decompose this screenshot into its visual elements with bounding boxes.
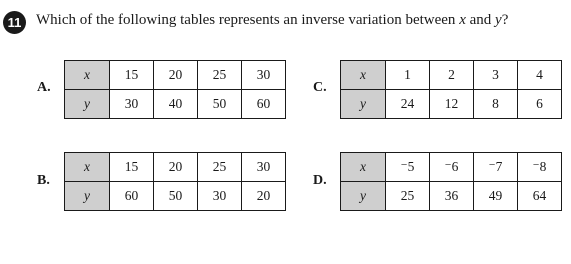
table-cell: 40 [154,90,198,119]
table-cell: 15 [110,61,154,90]
table-cell: 60 [242,90,286,119]
table-cell: 64 [518,182,562,211]
table-cell: 25 [386,182,430,211]
table-cell: 8 [474,90,518,119]
table-cell: 36 [430,182,474,211]
table-cell: 50 [198,90,242,119]
row-label-y: y [65,182,110,211]
option-a-table [64,60,286,119]
table-cell: 20 [154,61,198,90]
question-text-start: Which of the following tables represents an inverse variation between [36,12,460,28]
table-cell: 2 [430,61,474,90]
option-d-label[interactable]: D. [313,173,327,188]
table-cell: ⁻8 [518,153,562,182]
table-row-y [65,182,286,211]
option-c-label[interactable]: C. [313,80,327,95]
table-row-x [341,61,562,90]
table-cell: 30 [110,90,154,119]
table-row-y [65,90,286,119]
table-cell: 4 [518,61,562,90]
table-cell: ⁻5 [386,153,430,182]
table-row-y [341,90,562,119]
variable-x: x [459,12,466,28]
table-cell: 24 [386,90,430,119]
table-cell: 60 [110,182,154,211]
table-cell: 25 [198,61,242,90]
table-cell: 3 [474,61,518,90]
table-cell: 30 [242,61,286,90]
table-row-x [65,153,286,182]
question-text-and: and [465,12,496,28]
row-label-x: x [65,153,110,182]
option-b-label[interactable]: B. [37,173,50,188]
table-cell: 6 [518,90,562,119]
table-cell: 12 [430,90,474,119]
row-label-x: x [341,153,386,182]
table-cell: 50 [154,182,198,211]
table-row-x [65,61,286,90]
option-d-table [340,152,562,211]
option-a-label[interactable]: A. [37,80,51,95]
table-row-x [341,153,562,182]
question-text-end: ? [501,12,509,28]
option-b-table [64,152,286,211]
row-label-x: x [65,61,110,90]
row-label-y: y [65,90,110,119]
variable-y: y [495,12,502,28]
option-c-table [340,60,562,119]
table-cell: 49 [474,182,518,211]
table-cell: 1 [386,61,430,90]
table-cell: 20 [154,153,198,182]
row-label-x: x [341,61,386,90]
table-cell: ⁻6 [430,153,474,182]
table-cell: 15 [110,153,154,182]
question-text [36,12,508,29]
question-number-badge: 11 [3,11,26,34]
table-cell: 25 [198,153,242,182]
table-cell: 20 [242,182,286,211]
row-label-y: y [341,182,386,211]
table-cell: 30 [198,182,242,211]
table-cell: 30 [242,153,286,182]
row-label-y: y [341,90,386,119]
table-cell: ⁻7 [474,153,518,182]
table-row-y [341,182,562,211]
